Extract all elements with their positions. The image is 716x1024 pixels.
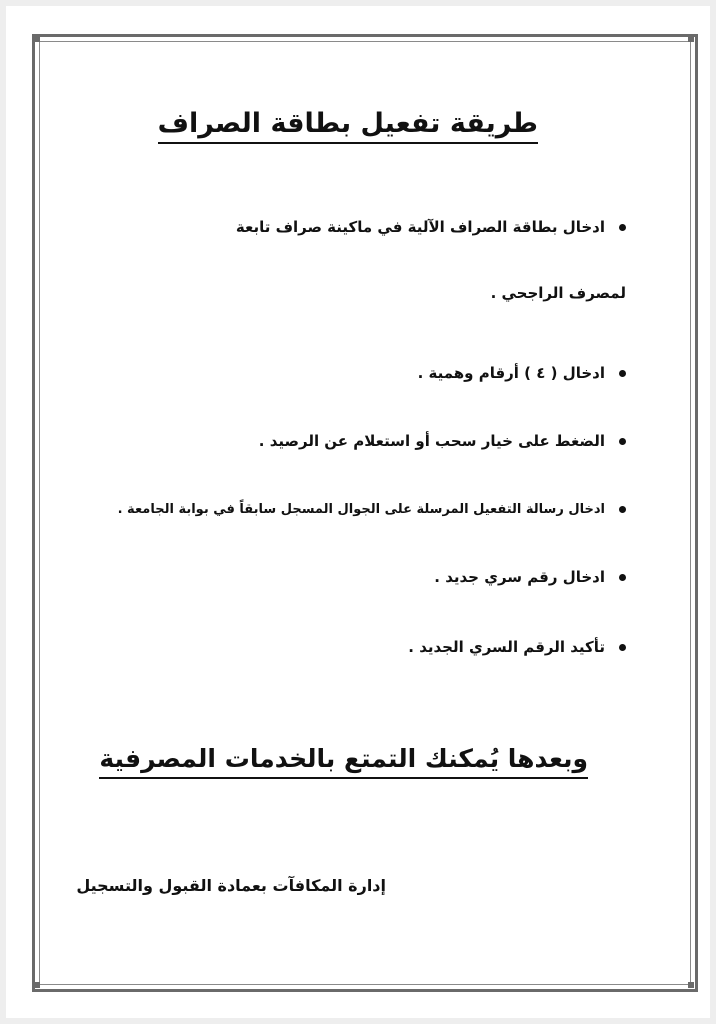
bullet-icon — [619, 506, 626, 513]
closing-heading: وبعدها يُمكنك التمتع بالخدمات المصرفية — [99, 744, 588, 779]
document-title: طريقة تفعيل بطاقة الصراف — [158, 108, 538, 144]
step-5 — [434, 568, 626, 586]
step-4 — [118, 502, 626, 517]
border-corner-top-right — [688, 36, 694, 42]
step-5-text: ادخال رقم سري جديد . — [434, 568, 605, 586]
step-1-continuation: لمصرف الراجحي . — [490, 284, 626, 302]
step-1 — [236, 218, 626, 236]
bullet-icon — [619, 370, 626, 377]
step-2 — [418, 364, 626, 382]
step-4-text: ادخال رسالة التفعيل المرسلة على الجوال المسجل سابقاً في بوابة الجامعة . — [117, 502, 605, 517]
footer-department: إدارة المكافآت بعمادة القبول والتسجيل — [76, 876, 386, 895]
step-6 — [408, 638, 626, 656]
step-6-text: تأكيد الرقم السري الجديد . — [408, 638, 605, 656]
border-corner-top-left — [34, 36, 40, 42]
bullet-icon — [619, 644, 626, 651]
border-corner-bottom-right — [688, 982, 694, 988]
step-1-text: ادخال بطاقة الصراف الآلية في ماكينة صراف تابعة — [235, 218, 605, 236]
bullet-icon — [619, 438, 626, 445]
step-2-text: ادخال ( ٤ ) أرقام وهمية . — [417, 364, 605, 382]
bullet-icon — [619, 224, 626, 231]
border-corner-bottom-left — [34, 982, 40, 988]
step-3-text: الضغط على خيار سحب أو استعلام عن الرصيد . — [258, 432, 605, 450]
bullet-icon — [619, 574, 626, 581]
step-3 — [259, 432, 626, 450]
